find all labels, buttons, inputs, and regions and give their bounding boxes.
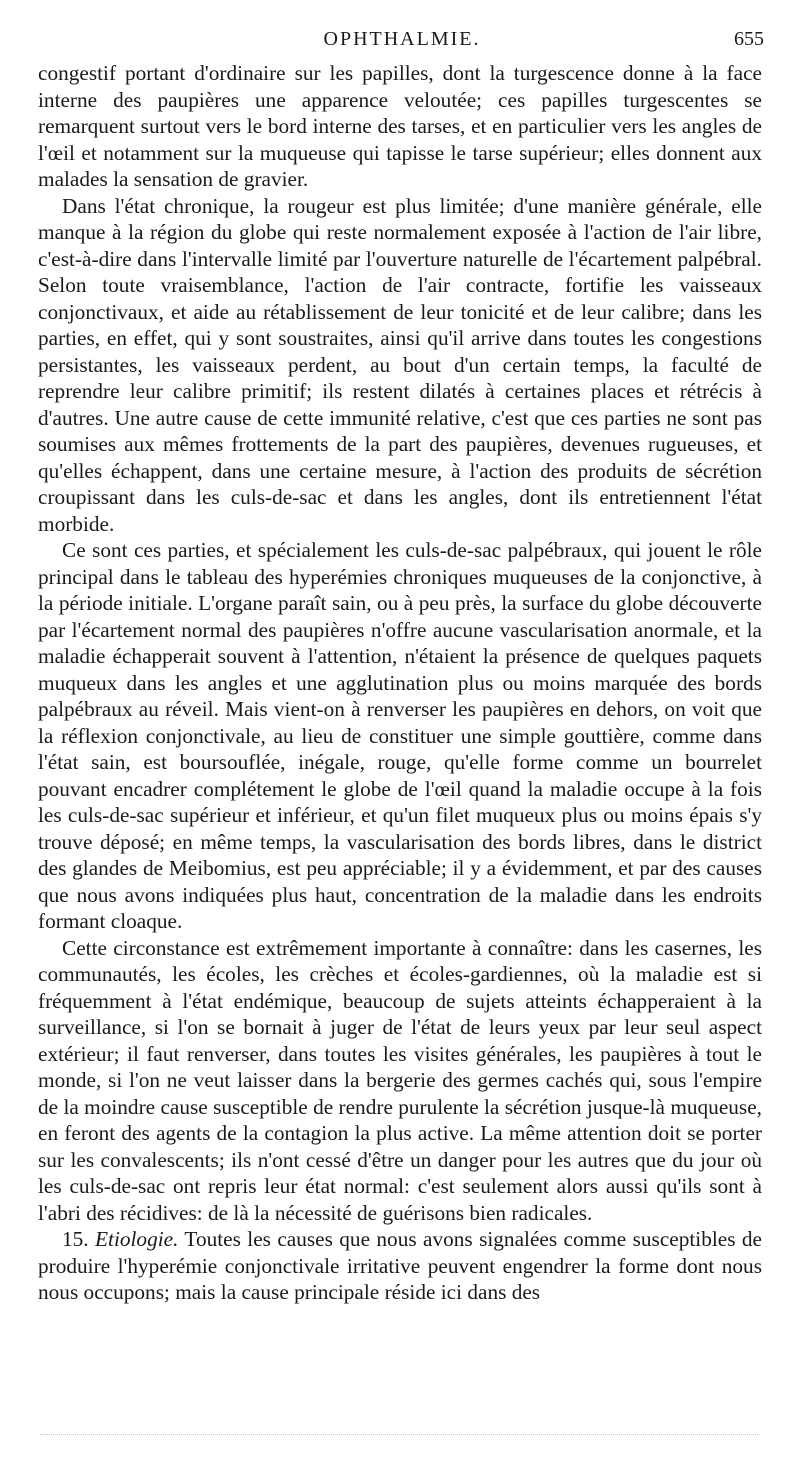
page-number: 655 — [734, 28, 764, 50]
paragraph: Ce sont ces parties, et spécialement les culs-de-sac palpébraux, qui jouent le rôle principal dans le tableau des hyperémies chroniques muqueuses de la conjonctive, à la période initiale. L'organe paraît sain, ou à peu près, la surface du globe découverte par l'écartement normal des paupières n'offre aucune vascularisation anormale, et la maladie échapperait souvent à l'attention, n'étaient la présence de quelques paquets muqueux dans les angles et une agglutination plus ou moins marquée des bords palpébraux au réveil. Mais vient-on à renverser les paupières en dehors, on voit que la réflexion conjonctivale, au lieu de constituer une simple gouttière, comme dans l'état sain, est boursouflée, inégale, rouge, qu'elle forme comme un bourrelet pouvant encadrer complétement le globe de l'œil quand la maladie occupe à la fois les culs-de-sac supérieur et inférieur, et qu'un filet muqueux plus ou moins épais s'y trouve déposé; en même temps, la vascularisation des bords libres, dans le district des glandes de Meibomius, est peu appréciable; il y a évidemment, et par des causes que nous avons indiquées plus haut, concentration de la maladie dans les endroits formant cloaque. — [38, 538, 762, 933]
section-text: Toutes les causes que nous avons signalées comme susceptibles de produire l'hyperémie conjonctivale irritative peuvent engendrer la forme dont nous nous occupons; mais la cause principale réside ici dans des — [38, 1227, 762, 1304]
page-header — [40, 28, 764, 58]
section-paragraph — [38, 1226, 762, 1306]
running-title: OPHTHALMIE. — [323, 28, 481, 50]
paragraph: congestif portant d'ordinaire sur les papilles, dont la turgescence donne à la face interne des paupières une apparence veloutée; ces papilles turgescentes se remarquent surtout vers le bord interne des tarses, et en particulier vers les angles de l'œil et notamment sur la muqueuse qui tapisse le tarse supérieur; elles donnent aux malades la sensation de gravier. — [38, 61, 762, 191]
body-text — [38, 60, 762, 1306]
paragraph: Cette circonstance est extrêmement importante à connaître: dans les casernes, les communautés, les écoles, les crèches et écoles-gardiennes, où la maladie est si fréquemment à l'état endémique, beaucoup de sujets atteints échapperaient à la surveillance, si l'on se bornait à juger de l'état de leurs yeux par leur seul aspect extérieur; il faut renverser, dans toutes les visites générales, les paupières à tout le monde, si l'on ne veut laisser dans la bergerie des germes cachés qui, sous l'empire de la moindre cause susceptible de rendre purulente la sécrétion jusque-là muqueuse, en feront des agents de la contagion la plus active. La même attention doit se porter sur les convalescents; ils n'ont cessé d'être un danger pour les autres que du jour où les culs-de-sac ont repris leur état normal: c'est seulement alors aussi qu'ils sont à l'abri des récidives: de là la nécessité de guérisons bien radicales. — [38, 935, 762, 1225]
section-title: Etiologie. — [95, 1227, 179, 1251]
paragraph: Dans l'état chronique, la rougeur est plus limitée; d'une manière générale, elle manque à la région du globe qui reste normalement exposée à l'action de l'air libre, c'est-à-dire dans l'intervalle limité par l'ouverture naturelle de l'écartement palpébral. Selon toute vraisemblance, l'action de l'air contracte, fortifie les vaisseaux conjonctivaux, et aide au rétablissement de leur tonicité et de leur calibre; dans les parties, en effet, qui y sont soustraites, ainsi qu'il arrive dans toutes les congestions persistantes, les vaisseaux perdent, au bout d'un certain temps, la faculté de reprendre leur calibre primitif; ils restent dilatés à certaines places et rétrécis à d'autres. Une autre cause de cette immunité relative, c'est que ces parties ne sont pas soumises aux mêmes frottements de la part des paupières, devenues rugueuses, et qu'elles échappent, dans une certaine mesure, à l'action des produits de sécrétion croupissant dans les culs-de-sac et dans les angles, dont ils entretiennent l'état morbide. — [38, 193, 762, 536]
section-number: 15. — [62, 1227, 89, 1251]
footer-rule — [40, 1434, 760, 1435]
